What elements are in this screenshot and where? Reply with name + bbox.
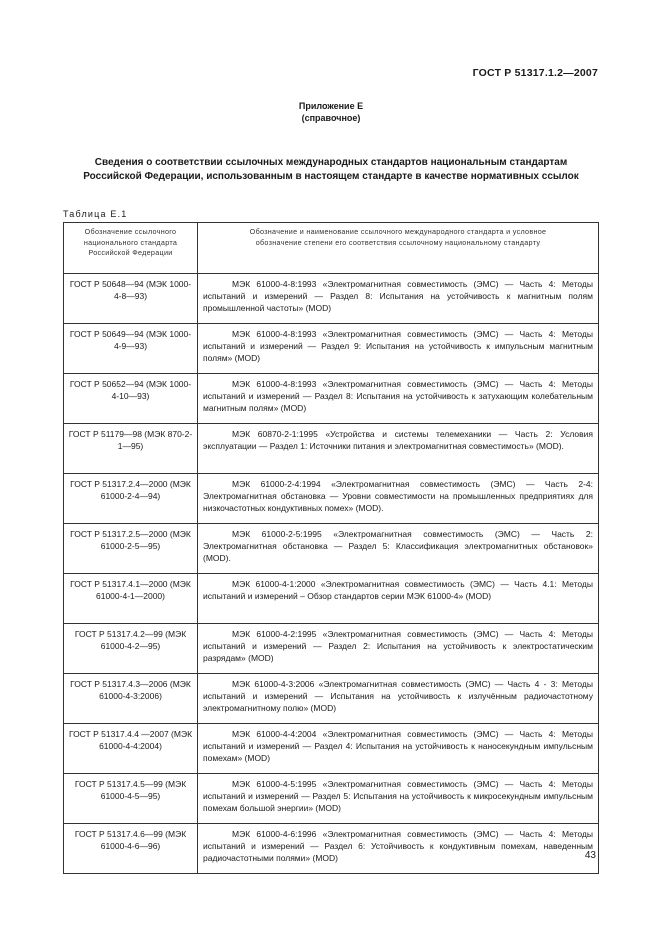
annex-heading [0,100,662,124]
table-row [64,574,599,624]
international-standard-cell: МЭК 61000-4-4:2004 «Электромагнитная совместимость (ЭМС) — Часть 4: Методы испытаний и измерений — Раздел 4: Испытания на устойчивость к наносекундным импульсным помехам» (MOD) [198,724,599,774]
international-standard-cell: МЭК 61000-4-6:1996 «Электромагнитная совместимость (ЭМС) — Часть 4: Методы испытаний и измерений — Раздел 6: Устойчивость к кондуктивным помехам, наведенным радиочастотными полями» (MOD) [198,824,599,874]
annex-title: Приложение Е [298,101,364,111]
page-number: 43 [584,850,596,861]
table-row [64,274,599,324]
national-standard-cell: ГОСТ Р 51317.4.1—2000 (МЭК 61000-4-1—2000) [64,574,198,624]
national-standard-cell: ГОСТ Р 51317.2.4—2000 (МЭК 61000-2-4—94) [64,474,198,524]
international-standard-cell: МЭК 61000-2-5:1995 «Электромагнитная совместимость (ЭМС) — Часть 2: Электромагнитная обстановка — Раздел 5: Классификация электромагнитных обстановок» (MOD). [198,524,599,574]
international-standard-cell: МЭК 61000-4-8:1993 «Электромагнитная совместимость (ЭМС) — Часть 4: Методы испытаний и измерений — Раздел 8: Испытания на устойчивость к затухающим колебательным магнитным полям» (MOD) [198,374,599,424]
national-standard-cell: ГОСТ Р 51317.4.3—2006 (МЭК 61000-4-3:2006) [64,674,198,724]
national-standard-cell: ГОСТ Р 50652—94 (МЭК 1000-4-10—93) [64,374,198,424]
table-label: Таблица Е.1 [63,209,128,219]
national-standard-cell: ГОСТ Р 51179—98 (МЭК 870-2-1—95) [64,424,198,474]
international-standard-cell: МЭК 61000-4-8:1993 «Электромагнитная совместимость (ЭМС) — Часть 4: Методы испытаний и измерений — Раздел 9: Испытания на устойчивость к импульсным магнитным полям» (MOD) [198,324,599,374]
international-standard-cell: МЭК 61000-2-4:1994 «Электромагнитная совместимость (ЭМС) — Часть 2-4: Электромагнитная обстановка — Уровни совместимости на промышленных предприятиях для низкочастотных кондуктивных помех» (MOD). [198,474,599,524]
national-standard-cell: ГОСТ Р 51317.4.6—99 (МЭК 61000-4-6—96) [64,824,198,874]
table-row [64,774,599,824]
national-standard-cell: ГОСТ Р 50649—94 (МЭК 1000-4-9—93) [64,324,198,374]
international-standard-cell: МЭК 61000-4-5:1995 «Электромагнитная совместимость (ЭМС) — Часть 4: Методы испытаний и измерений — Раздел 5: Испытания на устойчивость к микросекундным импульсным помехам большой энергии» (MOD) [198,774,599,824]
document-title: Сведения о соответствии ссылочных международных стандартов национальным стандартам Российской Федерации, использованным в настоящем стандарте в качестве нормативных ссылок [83,157,579,182]
table-row [64,524,599,574]
national-standard-cell: ГОСТ Р 50648—94 (МЭК 1000-4-8—93) [64,274,198,324]
table-row [64,324,599,374]
international-standard-cell: МЭК 61000-4-3:2006 «Электромагнитная совместимость (ЭМС) — Часть 4 - 3: Методы испытаний и измерений — Испытания на устойчивость к излучённым радиочастотному электромагнитному полю» (MOD) [198,674,599,724]
table-row [64,624,599,674]
table-row [64,424,599,474]
table-row [64,724,599,774]
international-standard-cell: МЭК 60870-2-1:1995 «Устройства и системы телемеханики — Часть 2: Условия эксплуатации — Раздел 1: Источники питания и электромагнитная совместимость» (MOD). [198,424,599,474]
national-standard-cell: ГОСТ Р 51317.2.5—2000 (МЭК 61000-2-5—95) [64,524,198,574]
table-row [64,674,599,724]
annex-kind: (справочное) [301,113,361,123]
table-row [64,824,599,874]
international-standard-cell: МЭК 61000-4-1:2000 «Электромагнитная совместимость (ЭМС) — Часть 4.1: Методы испытаний и измерений – Обзор стандартов серии МЭК 61000-4» (MOD) [198,574,599,624]
header-national-standard: Обозначение ссылочного национального стандарта Российской Федерации [64,223,198,274]
national-standard-cell: ГОСТ Р 51317.4.4 —2007 (МЭК 61000-4-4:2004) [64,724,198,774]
international-standard-cell: МЭК 61000-4-2:1995 «Электромагнитная совместимость (ЭМС) — Часть 4: Методы испытаний и измерений — Раздел 2: Испытания на устойчивость к электростатическим разрядам» (MOD) [198,624,599,674]
national-standard-cell: ГОСТ Р 51317.4.5—99 (МЭК 61000-4-5—95) [64,774,198,824]
table-header-row [64,223,599,274]
national-standard-cell: ГОСТ Р 51317.4.2—99 (МЭК 61000-4-2—95) [64,624,198,674]
table-row [64,474,599,524]
table-row [64,374,599,424]
international-standard-cell: МЭК 61000-4-8:1993 «Электромагнитная совместимость (ЭМС) — Часть 4: Методы испытаний и измерений — Раздел 8: Испытания на устойчивость к магнитным полям промышленной частоты» (MOD) [198,274,599,324]
header-international-standard: Обозначение и наименование ссылочного международного стандарта и условное обозначение степени его соответствия ссылочному национальному стандарту [198,223,599,274]
standards-table [63,222,599,874]
standard-header: ГОСТ Р 51317.1.2—2007 [472,67,598,79]
